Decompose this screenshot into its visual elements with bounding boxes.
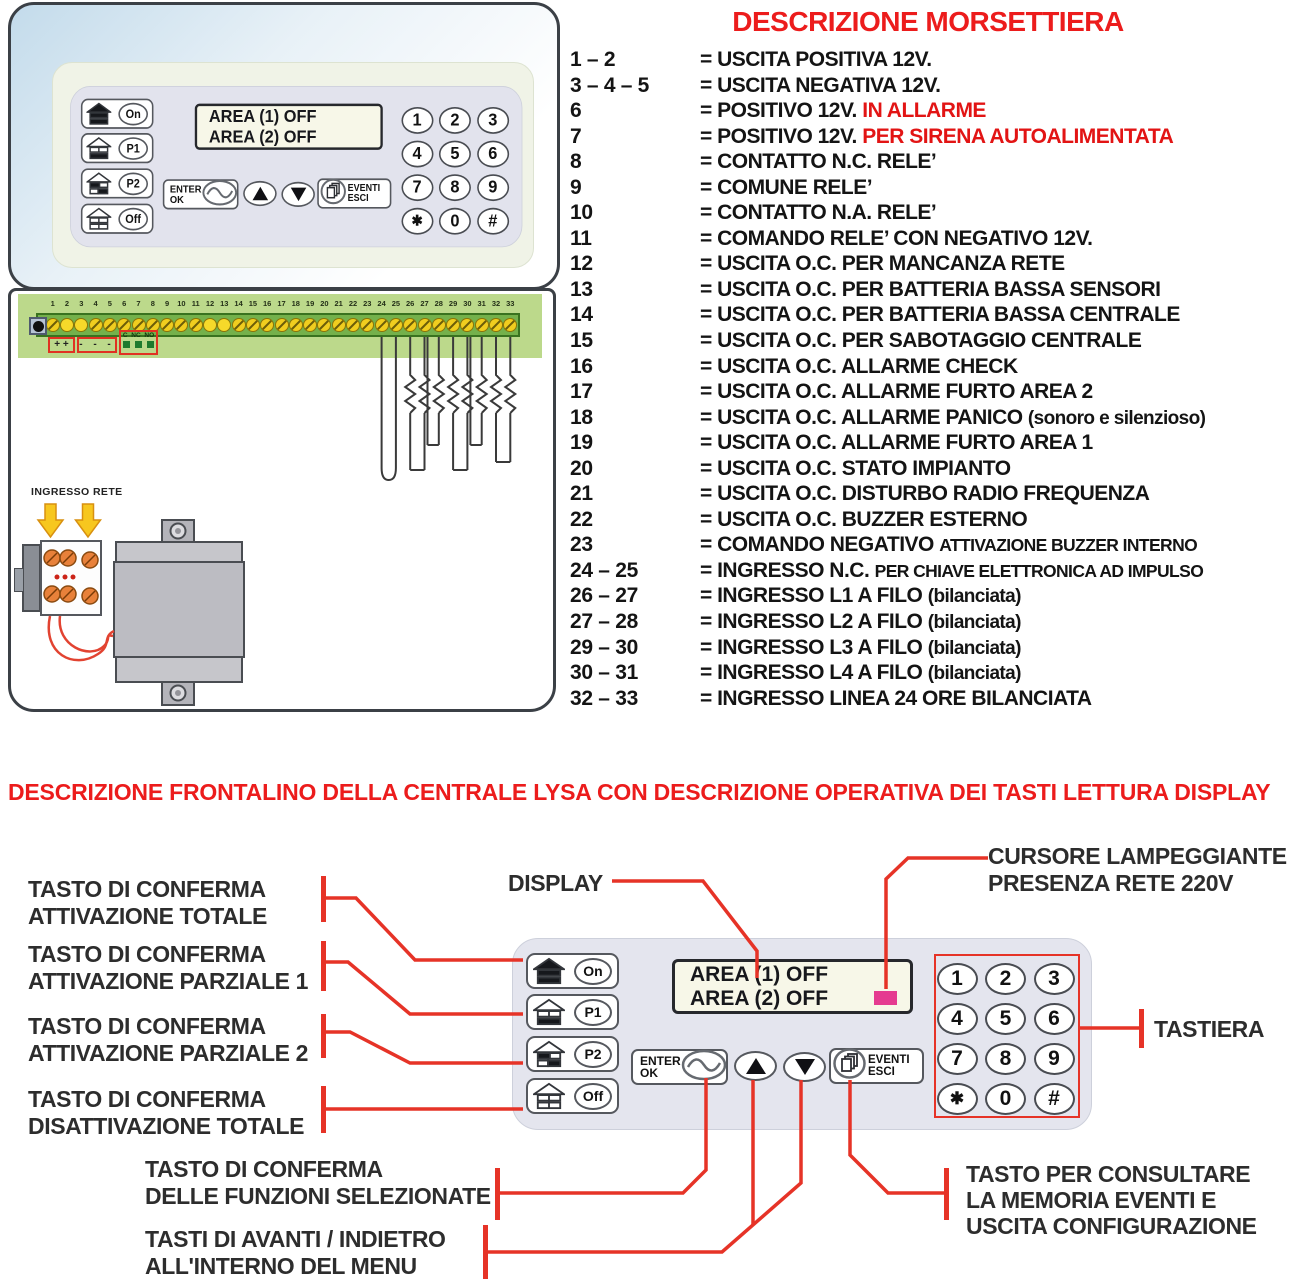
house-icon <box>533 1082 565 1110</box>
house-full-icon <box>86 102 111 126</box>
terminal-row-number: 22 <box>570 507 593 531</box>
terminal-number: 5 <box>107 299 112 308</box>
eventi-esci-label: EVENTI ESCI <box>868 1054 910 1078</box>
arm-button-p2 <box>81 168 154 198</box>
terminal-row-description <box>700 149 936 175</box>
terminal-number: 6 <box>122 299 127 308</box>
up-arrow-icon <box>746 1058 766 1074</box>
terminal-row-description <box>700 354 1018 380</box>
terminal-screw-icon <box>432 318 446 332</box>
callout-memoria-eventi: TASTO PER CONSULTARE LA MEMORIA EVENTI E USCITA CONFIGURAZIONE <box>966 1161 1257 1239</box>
terminal-screw-icon <box>489 318 503 332</box>
terminal-row-text: = USCITA O.C. ALLARME PANICO <box>700 405 1028 429</box>
enter-ok-label: ENTER OK <box>169 183 202 206</box>
terminal-row-text: = USCITA O.C. PER MANCANZA RETE <box>700 252 1065 276</box>
terminal-screw-icon <box>246 318 260 332</box>
keypad-key-7: 7 <box>937 1043 978 1075</box>
transformer-core <box>113 561 245 658</box>
terminal-row-text: = USCITA O.C. STATO IMPIANTO <box>700 456 1011 480</box>
terminal-row-text: (bilanciata) <box>927 637 1021 659</box>
terminal-number: 26 <box>406 299 415 308</box>
callout-attivazione-parziale-2: TASTO DI CONFERMA ATTIVAZIONE PARZIALE 2 <box>28 1013 308 1066</box>
pages-icon <box>320 178 346 210</box>
callout-display: DISPLAY <box>508 870 603 896</box>
terminal-number: 14 <box>234 299 243 308</box>
terminal-screw-icon <box>103 318 117 332</box>
terminal-screw-icon <box>418 318 432 332</box>
keypad-key-8: 8 <box>439 174 471 201</box>
terminal-number: 28 <box>434 299 443 308</box>
terminal-row-text: PER CHIAVE ELETTRONICA AD IMPULSO <box>874 560 1204 581</box>
terminal-screw-icon <box>275 318 289 332</box>
house-icon <box>533 1040 565 1068</box>
terminal-row-number: 16 <box>570 354 593 378</box>
terminal-row-text: = USCITA O.C. PER BATTERIA BASSA CENTRALE <box>700 303 1180 327</box>
keypad-key-2: 2 <box>439 107 471 134</box>
keypad-key-6: 6 <box>477 141 509 168</box>
arm-button-label: P2 <box>574 1041 612 1068</box>
terminal-list-row <box>570 558 1293 584</box>
arm-button-label: Off <box>574 1083 612 1110</box>
terminal-row-description <box>700 251 1065 277</box>
house-full-icon <box>533 957 565 985</box>
arm-button-p1 <box>81 133 154 163</box>
terminal-row-text: = POSITIVO 12V. <box>700 99 863 123</box>
terminal-row-description <box>700 379 1093 405</box>
terminal-screw-icon <box>303 318 317 332</box>
callout-avanti-indietro: TASTI DI AVANTI / INDIETRO ALL'INTERNO DEL MENU <box>145 1226 446 1279</box>
terminal-list-row <box>570 583 1293 609</box>
terminal-row-text: = USCITA O.C. ALLARME CHECK <box>700 354 1018 378</box>
display-line: AREA (1) OFF <box>208 107 317 127</box>
terminal-screw-icon <box>375 318 389 332</box>
keypad-key-✱: ✱ <box>401 208 433 235</box>
terminal-list-row <box>570 405 1293 431</box>
keypad-key-2: 2 <box>985 963 1026 995</box>
keypad-key-5: 5 <box>439 141 471 168</box>
down-arrow-icon <box>290 188 306 201</box>
terminal-number: 17 <box>277 299 286 308</box>
terminal-list-row <box>570 686 1293 712</box>
down-arrow-button <box>783 1052 826 1082</box>
terminal-row-number: 29 – 30 <box>570 635 638 659</box>
keypad-key-5: 5 <box>985 1003 1026 1035</box>
keypad-key-9: 9 <box>1034 1043 1075 1075</box>
up-arrow-button <box>243 181 277 206</box>
terminal-row-description <box>700 175 872 201</box>
minus-label: - - - <box>79 339 115 350</box>
enter-ok-label: ENTER OK <box>640 1054 681 1080</box>
terminal-row-number: 32 – 33 <box>570 686 638 710</box>
terminal-screw-icon <box>332 318 346 332</box>
terminal-number: 18 <box>291 299 300 308</box>
mains-presence-cursor <box>874 991 897 1005</box>
callout-attivazione-parziale-1: TASTO DI CONFERMA ATTIVAZIONE PARZIALE 1 <box>28 941 308 994</box>
relay-c-label: C <box>122 332 128 339</box>
terminal-row-description <box>700 481 1149 507</box>
terminal-number: 1 <box>50 299 55 308</box>
terminal-list-row <box>570 379 1293 405</box>
terminal-number: 25 <box>391 299 401 308</box>
terminal-row-text: = INGRESSO LINEA 24 ORE BILANCIATA <box>700 686 1092 710</box>
terminal-row-text: = COMUNE RELE’ <box>700 175 873 199</box>
terminal-list <box>570 47 1293 711</box>
arm-button-label: P1 <box>118 137 148 160</box>
terminal-row-text: PER SIRENA AUTOALIMENTATA <box>862 124 1174 148</box>
terminal-row-description <box>700 609 1021 636</box>
terminal-row-text: = USCITA O.C. ALLARME FURTO AREA 2 <box>700 380 1093 404</box>
keypad-key-0: 0 <box>439 208 471 235</box>
mains-input-label: INGRESSO RETE <box>31 486 123 498</box>
display-line: AREA (2) OFF <box>208 127 317 147</box>
terminal-screw-icon <box>189 318 203 332</box>
terminal-number: 29 <box>448 299 458 308</box>
terminal-row-text: = INGRESSO L2 A FILO <box>700 610 928 634</box>
keypad-panel-small <box>70 86 522 247</box>
terminal-number: 15 <box>248 299 258 308</box>
terminal-row-number: 26 – 27 <box>570 584 638 608</box>
enter-ok-button <box>163 179 239 209</box>
terminal-row-text: (sonoro e silenzioso) <box>1027 407 1206 429</box>
terminal-list-row <box>570 302 1293 328</box>
terminal-list-row <box>570 328 1293 354</box>
terminal-row-text: = INGRESSO L1 A FILO <box>700 584 928 608</box>
pages-icon <box>833 1047 866 1085</box>
terminal-row-number: 8 <box>570 150 582 174</box>
terminal-row-text: = USCITA NEGATIVA 12V. <box>700 73 941 97</box>
terminal-row-description <box>700 328 1141 354</box>
terminal-row-description <box>700 47 932 73</box>
arm-button-off <box>81 204 154 234</box>
terminal-screw-icon <box>475 318 489 332</box>
terminal-row-description <box>700 124 1173 150</box>
buzzer-icon <box>29 317 47 335</box>
terminal-row-description <box>700 430 1093 456</box>
terminal-list-row <box>570 47 1293 73</box>
minus-terminals-box <box>77 337 117 353</box>
display-line: AREA (2) OFF <box>690 987 829 1010</box>
terminal-row-number: 19 <box>570 431 593 455</box>
terminal-row-description <box>700 507 1027 533</box>
relay-terminals-box <box>119 330 158 355</box>
keypad-panel-large <box>512 938 1092 1130</box>
house-partial1-icon <box>86 136 111 160</box>
display-line: AREA (1) OFF <box>690 963 829 986</box>
terminal-row-text: (bilanciata) <box>927 612 1021 634</box>
keypad-key-0: 0 <box>985 1083 1026 1115</box>
terminal-number: 24 <box>377 299 386 308</box>
house-partial2-icon <box>86 172 111 196</box>
terminal-number: 33 <box>506 299 515 308</box>
terminal-screw-icon <box>46 318 60 332</box>
terminal-row-number: 1 – 2 <box>570 48 616 71</box>
terminal-screw-icon <box>60 318 74 332</box>
terminal-row-description <box>700 660 1021 687</box>
terminal-list-row <box>570 73 1293 99</box>
terminal-list-row <box>570 456 1293 482</box>
display-screen <box>195 104 383 150</box>
keypad-key-4: 4 <box>401 141 433 168</box>
keypad-key-7: 7 <box>401 174 433 201</box>
keypad-key-#: # <box>1034 1083 1075 1115</box>
terminal-row-description <box>700 456 1011 482</box>
terminal-list-row <box>570 124 1293 150</box>
terminal-row-text: = USCITA POSITIVA 12V. <box>700 48 932 71</box>
arm-button-label: P2 <box>118 172 148 195</box>
terminal-row-description <box>700 98 986 124</box>
terminal-row-description <box>700 558 1203 585</box>
down-arrow-button <box>281 182 315 207</box>
terminal-screw-icon <box>203 318 217 332</box>
terminal-list-row <box>570 507 1293 533</box>
callout-attivazione-totale: TASTO DI CONFERMA ATTIVAZIONE TOTALE <box>28 876 267 929</box>
terminal-row-description <box>700 635 1021 662</box>
terminal-row-number: 11 <box>570 226 592 250</box>
eventi-esci-label: EVENTI ESCI <box>347 183 381 204</box>
plus-terminals-box <box>48 337 75 353</box>
terminal-row-number: 14 <box>570 303 593 327</box>
keypad-key-8: 8 <box>985 1043 1026 1075</box>
section-heading: DESCRIZIONE FRONTALINO DELLA CENTRALE LYSA CON DESCRIZIONE OPERATIVA DEI TASTI LETTURA DISPLAY <box>8 779 1271 805</box>
terminal-row-number: 27 – 28 <box>570 610 638 634</box>
terminal-row-text: = INGRESSO L3 A FILO <box>700 635 928 659</box>
terminal-row-description <box>700 532 1197 559</box>
terminal-number: 32 <box>491 299 501 308</box>
terminal-row-number: 21 <box>570 482 593 506</box>
arm-button-p2 <box>526 1036 619 1072</box>
terminal-number: 19 <box>305 299 315 308</box>
terminal-row-description <box>700 200 936 226</box>
terminal-row-text: = CONTATTO N.C. RELE’ <box>700 150 937 174</box>
arm-button-on <box>526 953 619 989</box>
callout-tastiera: TASTIERA <box>1154 1016 1265 1042</box>
wave-icon <box>202 179 238 210</box>
transformer-tab-bottom <box>161 679 195 706</box>
keypad-key-6: 6 <box>1034 1003 1075 1035</box>
wave-icon <box>681 1049 727 1086</box>
terminal-row-number: 12 <box>570 252 593 276</box>
terminal-number: 2 <box>64 299 70 308</box>
display-screen <box>672 959 913 1014</box>
terminal-list-row <box>570 532 1293 558</box>
terminal-row-description <box>700 73 940 99</box>
terminal-number: 12 <box>205 299 215 308</box>
terminal-screw-icon <box>160 318 174 332</box>
terminal-list-row <box>570 609 1293 635</box>
down-arrow-icon <box>795 1059 815 1075</box>
house-icon <box>86 207 111 231</box>
terminal-row-number: 24 – 25 <box>570 558 638 582</box>
mains-plug <box>22 544 41 612</box>
page-title: DESCRIZIONE MORSETTIERA <box>732 6 1124 37</box>
terminal-number: 30 <box>463 299 472 308</box>
terminal-row-text: IN ALLARME <box>862 99 986 123</box>
keypad-key-9: 9 <box>477 174 509 201</box>
keypad-key-1: 1 <box>937 963 978 995</box>
up-arrow-icon <box>252 187 268 200</box>
terminal-list-row <box>570 481 1293 507</box>
relay-nc-label: NC <box>131 332 141 339</box>
terminal-screw-icon <box>89 318 103 332</box>
terminal-number: 4 <box>93 299 98 308</box>
house-icon <box>533 957 565 985</box>
terminal-list-row <box>570 149 1293 175</box>
terminal-row-number: 3 – 4 – 5 <box>570 73 650 97</box>
terminal-number: 23 <box>363 299 372 308</box>
eventi-esci-button <box>829 1048 924 1084</box>
terminal-row-text: = USCITA O.C. PER SABOTAGGIO CENTRALE <box>700 329 1142 353</box>
keypad-key-1: 1 <box>401 107 433 134</box>
terminal-number: 16 <box>263 299 272 308</box>
terminal-row-number: 30 – 31 <box>570 661 638 685</box>
house-icon <box>86 102 111 126</box>
house-empty-icon <box>86 207 111 231</box>
terminal-row-text: = USCITA O.C. PER BATTERIA BASSA SENSORI <box>700 277 1161 301</box>
arm-button-p1 <box>526 994 619 1030</box>
terminal-row-text: = USCITA O.C. DISTURBO RADIO FREQUENZA <box>700 482 1150 506</box>
terminal-row-text: ATTIVAZIONE BUZZER INTERNO <box>939 535 1198 556</box>
callout-conferma-funzioni: TASTO DI CONFERMA DELLE FUNZIONI SELEZIONATE <box>145 1156 491 1209</box>
terminal-number: 10 <box>177 299 186 308</box>
arm-button-label: Off <box>118 207 148 230</box>
terminal-number: 8 <box>150 299 155 308</box>
terminal-row-number: 13 <box>570 277 593 301</box>
terminal-row-text: = COMANDO NEGATIVO <box>700 533 940 557</box>
house-icon <box>533 998 565 1026</box>
keypad-key-3: 3 <box>477 107 509 134</box>
terminal-row-description <box>700 226 1093 252</box>
terminal-row-description <box>700 277 1161 303</box>
terminal-number: 13 <box>220 299 229 308</box>
mains-plug-tab <box>14 568 24 592</box>
terminal-row-text: (bilanciata) <box>927 663 1021 685</box>
relay-no-label: NO <box>144 332 155 339</box>
eventi-esci-button <box>317 178 391 208</box>
terminal-list-row <box>570 200 1293 226</box>
house-partial2-icon <box>533 1040 565 1068</box>
terminal-number: 22 <box>348 299 358 308</box>
arm-button-label: On <box>574 958 612 985</box>
terminal-list-row <box>570 277 1293 303</box>
terminal-row-text: = INGRESSO L4 A FILO <box>700 661 928 685</box>
terminal-list-row <box>570 354 1293 380</box>
up-arrow-button <box>734 1051 777 1081</box>
keypad-key-✱: ✱ <box>937 1083 978 1115</box>
arm-button-label: On <box>118 102 148 125</box>
house-icon <box>86 172 111 196</box>
terminal-screw-icon <box>446 318 460 332</box>
terminal-row-description <box>700 302 1180 328</box>
terminal-row-number: 10 <box>570 201 593 225</box>
terminal-number: 31 <box>477 299 486 308</box>
terminal-row-description <box>700 583 1021 610</box>
terminal-screw-icon <box>346 318 360 332</box>
terminal-number: 3 <box>79 299 84 308</box>
mains-terminal-block <box>40 540 102 616</box>
terminal-row-number: 18 <box>570 405 593 429</box>
terminal-row-text: (bilanciata) <box>927 586 1021 608</box>
enter-ok-button <box>631 1049 728 1085</box>
terminal-row-text: = USCITA O.C. BUZZER ESTERNO <box>700 507 1028 531</box>
terminal-row-text: = COMANDO RELE’ CON NEGATIVO 12V. <box>700 226 1093 250</box>
arm-button-off <box>526 1078 619 1114</box>
terminal-row-text: = INGRESSO N.C. <box>700 558 875 582</box>
terminal-list-row <box>570 226 1293 252</box>
terminal-row-number: 20 <box>570 456 593 480</box>
terminal-list-row <box>570 98 1293 124</box>
terminal-screw-icon <box>389 318 403 332</box>
house-empty-icon <box>533 1082 565 1110</box>
callout-cursore: CURSORE LAMPEGGIANTE PRESENZA RETE 220V <box>988 843 1287 896</box>
terminal-number: 21 <box>334 299 343 308</box>
terminal-number: 27 <box>420 299 429 308</box>
terminal-screw-icon <box>232 318 246 332</box>
terminal-row-number: 17 <box>570 380 593 404</box>
terminal-number: 7 <box>136 299 141 308</box>
terminal-number: 20 <box>320 299 329 308</box>
terminal-row-description <box>700 686 1092 712</box>
terminal-list-row <box>570 660 1293 686</box>
terminal-list-row <box>570 175 1293 201</box>
terminal-row-number: 6 <box>570 99 582 123</box>
terminal-row-text: = POSITIVO 12V. <box>700 124 863 148</box>
terminal-row-number: 9 <box>570 175 582 199</box>
terminal-screw-icon <box>289 318 303 332</box>
terminal-number: 9 <box>165 299 170 308</box>
terminal-row-text: = CONTATTO N.A. RELE’ <box>700 201 937 225</box>
terminal-row-text: = USCITA O.C. ALLARME FURTO AREA 1 <box>700 431 1093 455</box>
arm-button-on <box>81 99 154 129</box>
terminal-row-number: 7 <box>570 124 582 148</box>
terminal-row-number: 15 <box>570 329 593 353</box>
terminal-row-description <box>700 405 1205 432</box>
terminal-row-number: 23 <box>570 533 593 557</box>
terminal-number: 11 <box>191 299 200 308</box>
terminal-list-row <box>570 430 1293 456</box>
callout-disattivazione-totale: TASTO DI CONFERMA DISATTIVAZIONE TOTALE <box>28 1086 305 1139</box>
arm-button-label: P1 <box>574 999 612 1026</box>
terminal-list-row <box>570 251 1293 277</box>
keypad-key-#: # <box>477 208 509 235</box>
house-partial1-icon <box>533 998 565 1026</box>
plus-label: + + <box>54 339 69 350</box>
house-icon <box>86 136 111 160</box>
keypad-key-3: 3 <box>1034 963 1075 995</box>
keypad-key-4: 4 <box>937 1003 978 1035</box>
terminal-list-row <box>570 635 1293 661</box>
